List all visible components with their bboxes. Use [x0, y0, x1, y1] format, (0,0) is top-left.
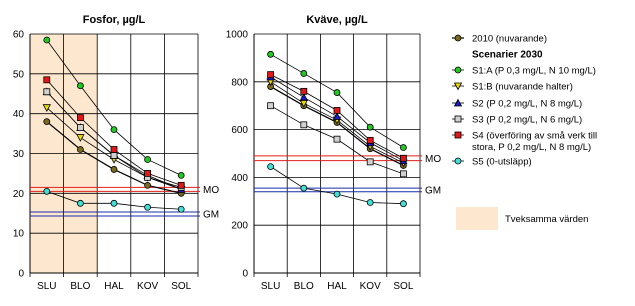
reference-label-mo: MO — [203, 184, 220, 196]
data-point — [400, 155, 406, 161]
data-point — [44, 37, 50, 43]
data-point — [111, 200, 117, 206]
legend-label: 2010 (nuvarande) — [472, 33, 547, 45]
data-point — [145, 170, 151, 176]
data-point — [367, 137, 373, 143]
legend-label: S5 (0-utsläpp) — [472, 156, 532, 168]
data-point — [145, 156, 151, 162]
legend-label: stora, P 0,2 mg/L, N 8 mg/L) — [472, 142, 592, 153]
data-point — [268, 103, 274, 109]
legend-marker — [455, 116, 461, 122]
data-point — [44, 89, 50, 95]
data-point — [301, 88, 307, 94]
legend-shade-label: Tveksamma värden — [505, 214, 589, 225]
legend-marker — [455, 35, 461, 41]
series-line — [271, 167, 404, 204]
data-point — [178, 172, 184, 178]
data-point — [400, 201, 406, 207]
data-point — [77, 147, 83, 153]
data-point — [145, 204, 151, 210]
x-tick-label: SLU — [260, 281, 281, 292]
data-point — [334, 136, 340, 142]
data-point — [301, 185, 307, 191]
chart-1 — [13, 14, 219, 292]
data-point — [334, 113, 341, 120]
x-tick-label: SOL — [393, 281, 414, 292]
y-tick-label: 20 — [12, 188, 24, 200]
legend-heading: Scenarier 2030 — [472, 49, 543, 61]
legend-marker — [455, 132, 461, 138]
chart-2 — [226, 14, 442, 292]
y-tick-label: 600 — [231, 125, 248, 137]
x-tick-label: HAL — [104, 281, 124, 292]
data-point — [178, 206, 184, 212]
data-point — [301, 122, 307, 128]
data-point — [367, 199, 373, 205]
reference-label-mo: MO — [425, 153, 442, 165]
chart-title: Kväve, µg/L — [306, 14, 368, 26]
y-tick-label: 0 — [242, 268, 248, 280]
data-point — [400, 145, 406, 151]
data-point — [367, 124, 373, 130]
y-tick-label: 30 — [12, 149, 24, 160]
y-tick-label: 800 — [231, 77, 248, 89]
data-point — [268, 164, 274, 170]
legend-label: S1:A (P 0,3 mg/L, N 10 mg/L) — [472, 65, 596, 77]
legend-marker — [455, 67, 461, 73]
data-point — [301, 70, 307, 76]
x-tick-label: KOV — [137, 281, 159, 292]
data-point — [367, 159, 373, 165]
legend — [452, 34, 597, 231]
data-point — [145, 182, 151, 188]
legend-label: S3 (P 0,2 mg/L, N 6 mg/L) — [472, 114, 583, 126]
data-point — [334, 90, 340, 96]
legend-label: S2 (P 0,2 mg/L, N 8 mg/L) — [472, 98, 583, 110]
data-point — [44, 188, 50, 194]
x-tick-label: SLU — [37, 281, 57, 292]
data-point — [44, 77, 50, 83]
y-tick-label: 400 — [231, 172, 248, 184]
data-point — [77, 115, 83, 121]
data-point — [400, 171, 406, 177]
data-point — [111, 166, 117, 172]
data-point — [77, 200, 83, 206]
data-point — [111, 147, 117, 153]
y-tick-label: 50 — [12, 69, 24, 81]
y-tick-label: 60 — [12, 29, 24, 41]
data-point — [77, 125, 83, 131]
data-point — [77, 83, 83, 89]
legend-marker — [455, 158, 461, 164]
chart-title: Fosfor, µg/L — [82, 14, 146, 26]
x-tick-label: BLO — [70, 281, 91, 292]
legend-shade-swatch — [456, 207, 498, 230]
y-tick-label: 10 — [12, 228, 24, 240]
x-tick-label: BLO — [293, 281, 314, 292]
reference-label-gm: GM — [203, 209, 220, 221]
data-point — [268, 51, 274, 57]
y-tick-label: 0 — [18, 268, 24, 280]
series-line — [271, 87, 404, 166]
x-tick-label: SOL — [171, 281, 192, 292]
data-point — [300, 94, 307, 101]
data-point — [111, 152, 117, 158]
reference-label-gm: GM — [425, 185, 442, 197]
x-tick-label: HAL — [327, 281, 347, 292]
data-point — [334, 191, 340, 197]
data-point — [44, 119, 50, 125]
data-point — [334, 107, 340, 113]
series-line — [271, 54, 404, 147]
legend-label: S1:B (nuvarande halter) — [472, 81, 573, 93]
data-point — [178, 182, 184, 188]
y-tick-label: 40 — [12, 109, 24, 121]
x-tick-label: KOV — [359, 281, 381, 292]
legend-label: S4 (överföring av små verk till — [472, 130, 598, 142]
y-tick-label: 200 — [231, 220, 248, 232]
data-point — [268, 72, 274, 78]
y-tick-label: 1000 — [225, 29, 248, 41]
data-point — [111, 127, 117, 133]
